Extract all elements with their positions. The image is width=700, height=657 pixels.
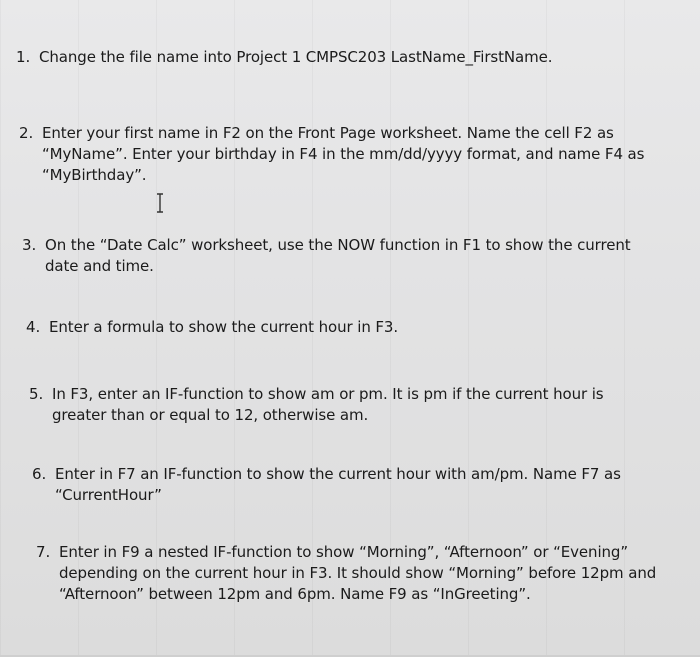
- instruction-line: “Afternoon” between 12pm and 6pm. Name F9 as “InGreeting”.: [59, 585, 531, 603]
- i-beam-cursor-icon: [155, 193, 165, 213]
- instruction-number: 3.: [22, 236, 37, 254]
- instruction-number: 1.: [16, 48, 31, 66]
- instruction-7: [36, 542, 656, 605]
- instruction-line: “CurrentHour”: [55, 486, 162, 504]
- instruction-line: Change the file name into Project 1 CMPSC203 LastName_FirstName.: [39, 48, 553, 66]
- instruction-number: 2.: [19, 124, 34, 142]
- instruction-5: [29, 384, 604, 426]
- instruction-line: “MyName”. Enter your birthday in F4 in the mm/dd/yyyy format, and name F4 as: [42, 145, 645, 163]
- instruction-6: [32, 464, 621, 506]
- instruction-number: 7.: [36, 543, 51, 561]
- instruction-line: Enter your first name in F2 on the Front Page worksheet. Name the cell F2 as: [42, 124, 614, 142]
- instruction-line: Enter a formula to show the current hour in F3.: [49, 318, 399, 336]
- instruction-number: 6.: [32, 465, 47, 483]
- instruction-4: [26, 317, 398, 338]
- instruction-line: “MyBirthday”.: [42, 166, 147, 184]
- instruction-line: On the “Date Calc” worksheet, use the NOW function in F1 to show the current: [45, 236, 631, 254]
- instruction-line: date and time.: [45, 257, 154, 275]
- instruction-line: In F3, enter an IF-function to show am or pm. It is pm if the current hour is: [52, 385, 604, 403]
- instruction-number: 4.: [26, 318, 41, 336]
- instruction-line: Enter in F9 a nested IF-function to show “Morning”, “Afternoon” or “Evening”: [59, 543, 629, 561]
- instruction-line: depending on the current hour in F3. It should show “Morning” before 12pm and: [59, 564, 657, 582]
- instruction-3: [22, 235, 631, 277]
- instruction-number: 5.: [29, 385, 44, 403]
- instruction-2: [19, 123, 644, 186]
- instruction-line: Enter in F7 an IF-function to show the current hour with am/pm. Name F7 as: [55, 465, 621, 483]
- instruction-1: [16, 47, 552, 68]
- instruction-line: greater than or equal to 12, otherwise am.: [52, 406, 369, 424]
